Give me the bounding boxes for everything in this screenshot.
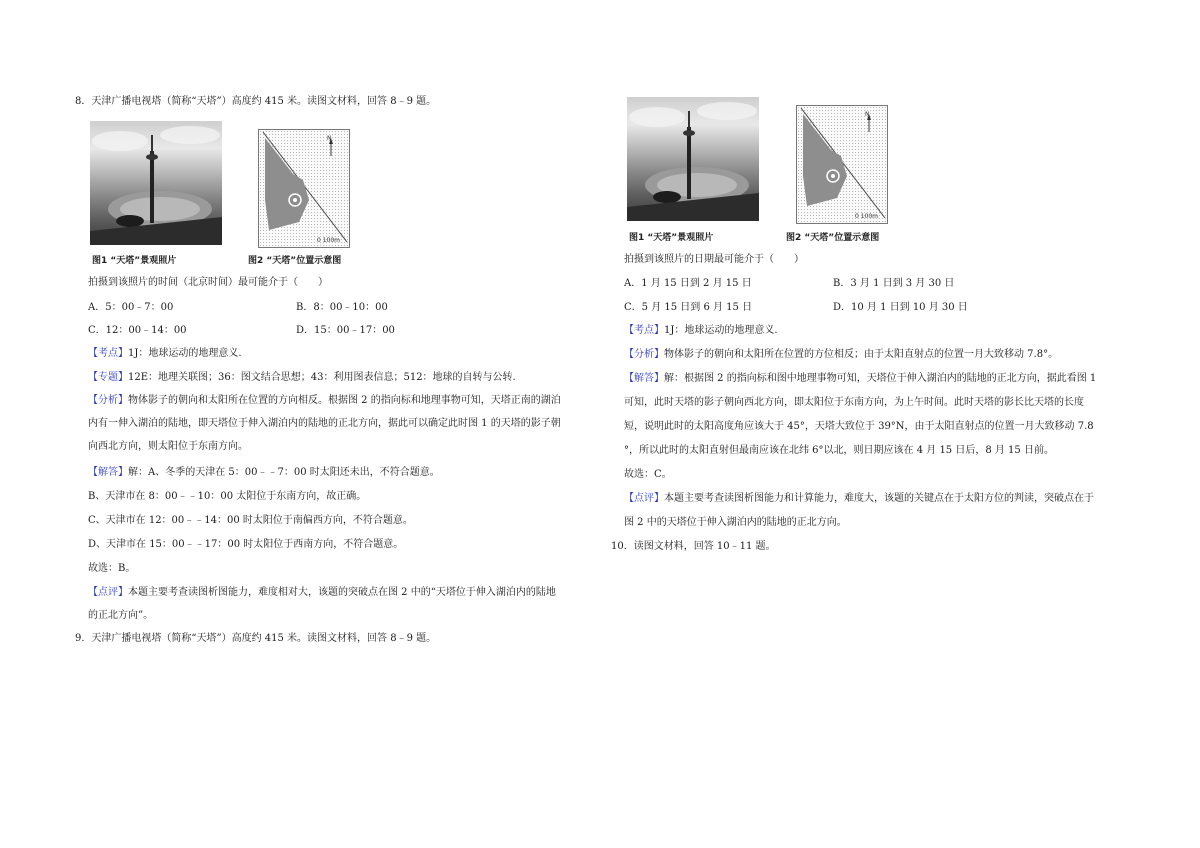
- jieda-tag: 【解答】: [88, 467, 128, 478]
- north-arrow-label: N: [327, 135, 332, 142]
- dianping-tag: 【点评】: [624, 493, 664, 504]
- figure-1-caption: 图1 “天塔”景观照片: [92, 256, 177, 266]
- jieda-text-4: °，所以此时的太阳直射但最南应该在北纬 6°以北，则日期应该在 4 月 15 日后，8 月 15 日前。: [624, 445, 1054, 456]
- fenxi-line: [624, 348, 1058, 362]
- dianping-text-2: 的正北方向”。: [88, 610, 154, 621]
- fenxi-tag: 【分析】: [88, 395, 128, 406]
- kaodian-text: 1J：地球运动的地理意义.: [128, 348, 242, 359]
- question-8-title: 8．天津广播电视塔（简称“天塔”）高度约 415 米。读图文材料，回答 8﹣9 题。: [75, 96, 437, 107]
- figure-1-caption: 图1 “天塔”景观照片: [629, 233, 714, 243]
- answer-b-line: B、天津市在 8：00﹣﹣10：00 太阳位于东南方向，故正确。: [88, 491, 367, 502]
- kaodian-tag: 【考点】: [88, 348, 128, 359]
- fenxi-text-2: 内有一伸入湖泊的陆地，即天塔位于伸入湖泊内的陆地的正北方向，据此可以确定此时图 1 的天塔的影子朝: [88, 418, 561, 429]
- choice-answer: 故选：C。: [624, 469, 672, 480]
- tower-photo-drawing: [627, 97, 759, 221]
- fenxi-tag: 【分析】: [624, 349, 664, 360]
- kaodian-line: [624, 324, 778, 338]
- jieda-text-1: 解：根据图 2 的指向标和图中地理事物可知，天塔位于伸入湖泊内的陆地的正北方向，据此看图 1: [664, 373, 1097, 384]
- location-map-drawing: [259, 130, 349, 247]
- tower-photo: [90, 121, 222, 245]
- choice-answer: 故选：B。: [88, 563, 136, 574]
- zhuanti-tag: 【专题】: [88, 372, 128, 383]
- zhuanti-line: [88, 371, 516, 385]
- tower-photo: [627, 97, 759, 221]
- dianping-tag: 【点评】: [88, 587, 128, 598]
- jieda-tag: 【解答】: [624, 373, 664, 384]
- option-c: C．12：00﹣14：00: [88, 325, 187, 336]
- fenxi-text-1: 物体影子的朝向和太阳所在位置的方向相反。根据图 2 的指向标和地理事物可知，天塔正南的湖泊: [128, 395, 561, 406]
- location-map: [258, 129, 350, 248]
- north-arrow-label: N: [865, 111, 870, 118]
- jieda-text-2: 可知，此时天塔的影子朝向西北方向，即太阳位于东南方向，为上午时间。此时天塔的影长比天塔的长度: [624, 397, 1084, 408]
- dianping-line: [88, 586, 556, 600]
- option-b: B．8：00﹣10：00: [296, 302, 388, 313]
- jieda-line: [624, 372, 1096, 386]
- option-a: A．5：00﹣7：00: [88, 302, 174, 313]
- option-d: D．10 月 1 日到 10 月 30 日: [833, 302, 968, 313]
- dianping-text-2: 图 2 中的天塔位于伸入湖泊内的陆地的正北方向。: [624, 517, 847, 528]
- answer-c-line: C、天津市在 12：00﹣﹣14：00 时太阳位于南偏西方向，不符合题意。: [88, 515, 413, 526]
- jieda-text: 解：A、冬季的天津在 5：00﹣﹣7：00 时太阳还未出，不符合题意。: [128, 467, 440, 478]
- tower-photo-drawing: [90, 121, 222, 245]
- zhuanti-text: 12E：地理关联图；36：图文结合思想；43：利用图表信息；512：地球的自转与公转.: [128, 372, 516, 383]
- option-c: C．5 月 15 日到 6 月 15 日: [624, 302, 753, 313]
- question-10-title: 10．读图文材料，回答 10﹣11 题。: [611, 541, 776, 552]
- dianping-text-1: 本题主要考查读图析图能力，难度相对大，该题的突破点在图 2 中的“天塔位于伸入湖泊内的陆地: [128, 587, 556, 598]
- question-9-title: 9．天津广播电视塔（简称“天塔”）高度约 415 米。读图文材料，回答 8﹣9 题。: [75, 633, 437, 644]
- location-map: [796, 105, 888, 224]
- figure-2-caption: 图2 “天塔”位置示意图: [248, 256, 342, 266]
- figure-2-caption: 图2 “天塔”位置示意图: [786, 233, 880, 243]
- option-d: D．15：00﹣17：00: [296, 325, 395, 336]
- option-a: A．1 月 15 日到 2 月 15 日: [624, 278, 752, 289]
- kaodian-tag: 【考点】: [624, 325, 664, 336]
- location-map-drawing: [797, 106, 887, 223]
- kaodian-line: [88, 347, 242, 361]
- answer-d-line: D、天津市在 15：00﹣﹣17：00 时太阳位于西南方向，不符合题意。: [88, 539, 404, 550]
- dianping-text-1: 本题主要考查读图析图能力和计算能力，难度大，该题的关键点在于太阳方位的判读，突破点在于: [664, 493, 1094, 504]
- option-b: B．3 月 1 日到 3 月 30 日: [833, 278, 955, 289]
- jieda-text-3: 短，说明此时的太阳高度角应该大于 45°，天塔大致位于 39°N，由于太阳直射点的位置一月大致移动 7.8: [624, 421, 1094, 432]
- fenxi-line: [88, 394, 561, 408]
- scale-label: 0 100m: [317, 237, 341, 244]
- kaodian-text: 1J：地球运动的地理意义.: [664, 325, 778, 336]
- fenxi-text: 物体影子的朝向和太阳所在位置的方位相反；由于太阳直射点的位置一月大致移动 7.8°。: [664, 349, 1059, 360]
- scale-label: 0 100m: [855, 213, 879, 220]
- dianping-line: [624, 492, 1094, 506]
- jieda-line: [88, 466, 440, 480]
- fenxi-text-3: 向西北方向，则太阳位于东南方向。: [88, 441, 248, 452]
- question-text: 拍摄到该照片的时间（北京时间）最可能介于（ ）: [88, 277, 328, 288]
- question-text: 拍摄到该照片的日期最可能介于（ ）: [624, 254, 804, 265]
